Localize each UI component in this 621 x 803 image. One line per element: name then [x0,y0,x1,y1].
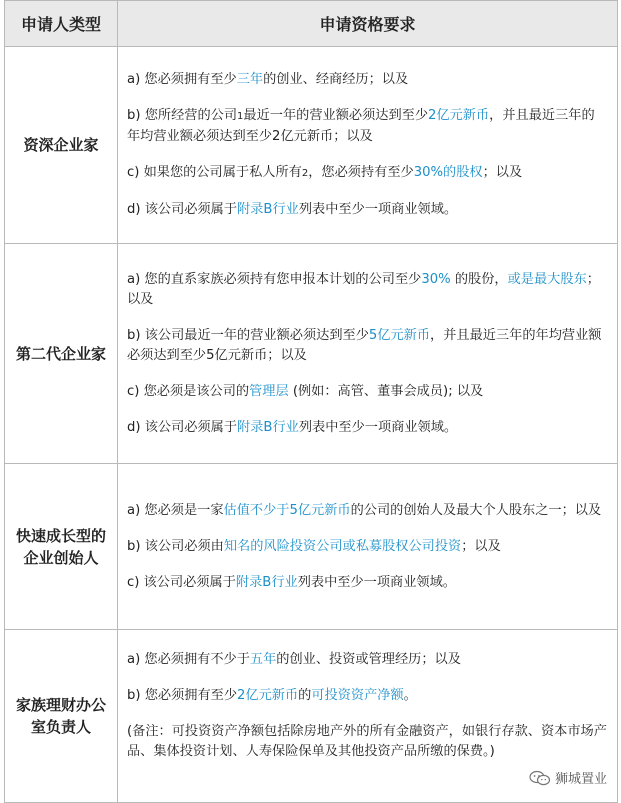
table-row [5,244,618,464]
table-header-row [5,1,618,47]
table-row [5,464,618,630]
requirement-item: d) 该公司必须属于附录B行业列表中至少一项商业领域。 [127,419,458,435]
requirement-item: b) 该公司必须由知名的风险投资公司或私募股权公司投资；以及 [127,538,501,554]
header-applicant-type: 申请人类型 [5,1,118,47]
requirement-item: b) 您必须拥有至少2亿元新币的可投资资产净额。 [127,688,417,703]
requirement-item: d) 该公司必须属于附录B行业列表中至少一项商业领域。 [127,202,458,217]
requirement-item: a) 您的直系家族必须持有您申报本计划的公司至少30% 的股份，或是最大股东；以及 [127,271,600,307]
requirement-item: a) 您必须拥有不少于五年的创业、投资或管理经历；以及 [127,652,461,667]
header-requirements: 申请资格要求 [118,1,618,47]
requirement-item: b) 您所经营的公司1最近一年的营业额必须达到至少2亿元新币，并且最近三年的年均营业额必须达到至少2亿元新币；以及 [127,108,595,144]
requirement-item: c) 该公司必须属于附录B行业列表中至少一项商业领域。 [127,574,456,590]
requirements-cell [118,47,618,244]
applicant-type-cell: 第二代企业家 [5,244,118,464]
applicant-type-cell: 家族理财办公室负责人 [5,630,118,803]
applicant-type-cell: 快速成长型的企业创始人 [5,464,118,630]
watermark [529,768,607,787]
applicant-type-cell: 资深企业家 [5,47,118,244]
requirement-item: c) 如果您的公司属于私人所有2，您必须持有至少30%的股权；以及 [127,165,523,180]
requirements-cell [118,244,618,464]
eligibility-table [4,0,618,803]
requirement-item: b) 该公司最近一年的营业额必须达到至少5亿元新币，并且最近三年的年均营业额必须达到至少5亿元新币；以及 [127,327,602,363]
wechat-icon [529,770,551,786]
watermark-text: 狮城置业 [554,772,607,787]
table-row [5,47,618,244]
requirement-note: (备注：可投资资产净额包括除房地产外的所有金融资产，如银行存款、资本市场产品、集体投资计划、人寿保险保单及其他投资产品所缴的保费。) [127,724,607,759]
requirement-item: c) 您必须是该公司的管理层 (例如：高管、董事会成员); 以及 [127,383,484,399]
requirements-cell [118,464,618,630]
requirement-item: a) 您必须是一家估值不少于5亿元新币的公司的创始人及最大个人股东之一；以及 [127,502,602,518]
table-row [5,630,618,803]
requirement-item: a) 您必须拥有至少三年的创业、经商经历；以及 [127,72,409,87]
